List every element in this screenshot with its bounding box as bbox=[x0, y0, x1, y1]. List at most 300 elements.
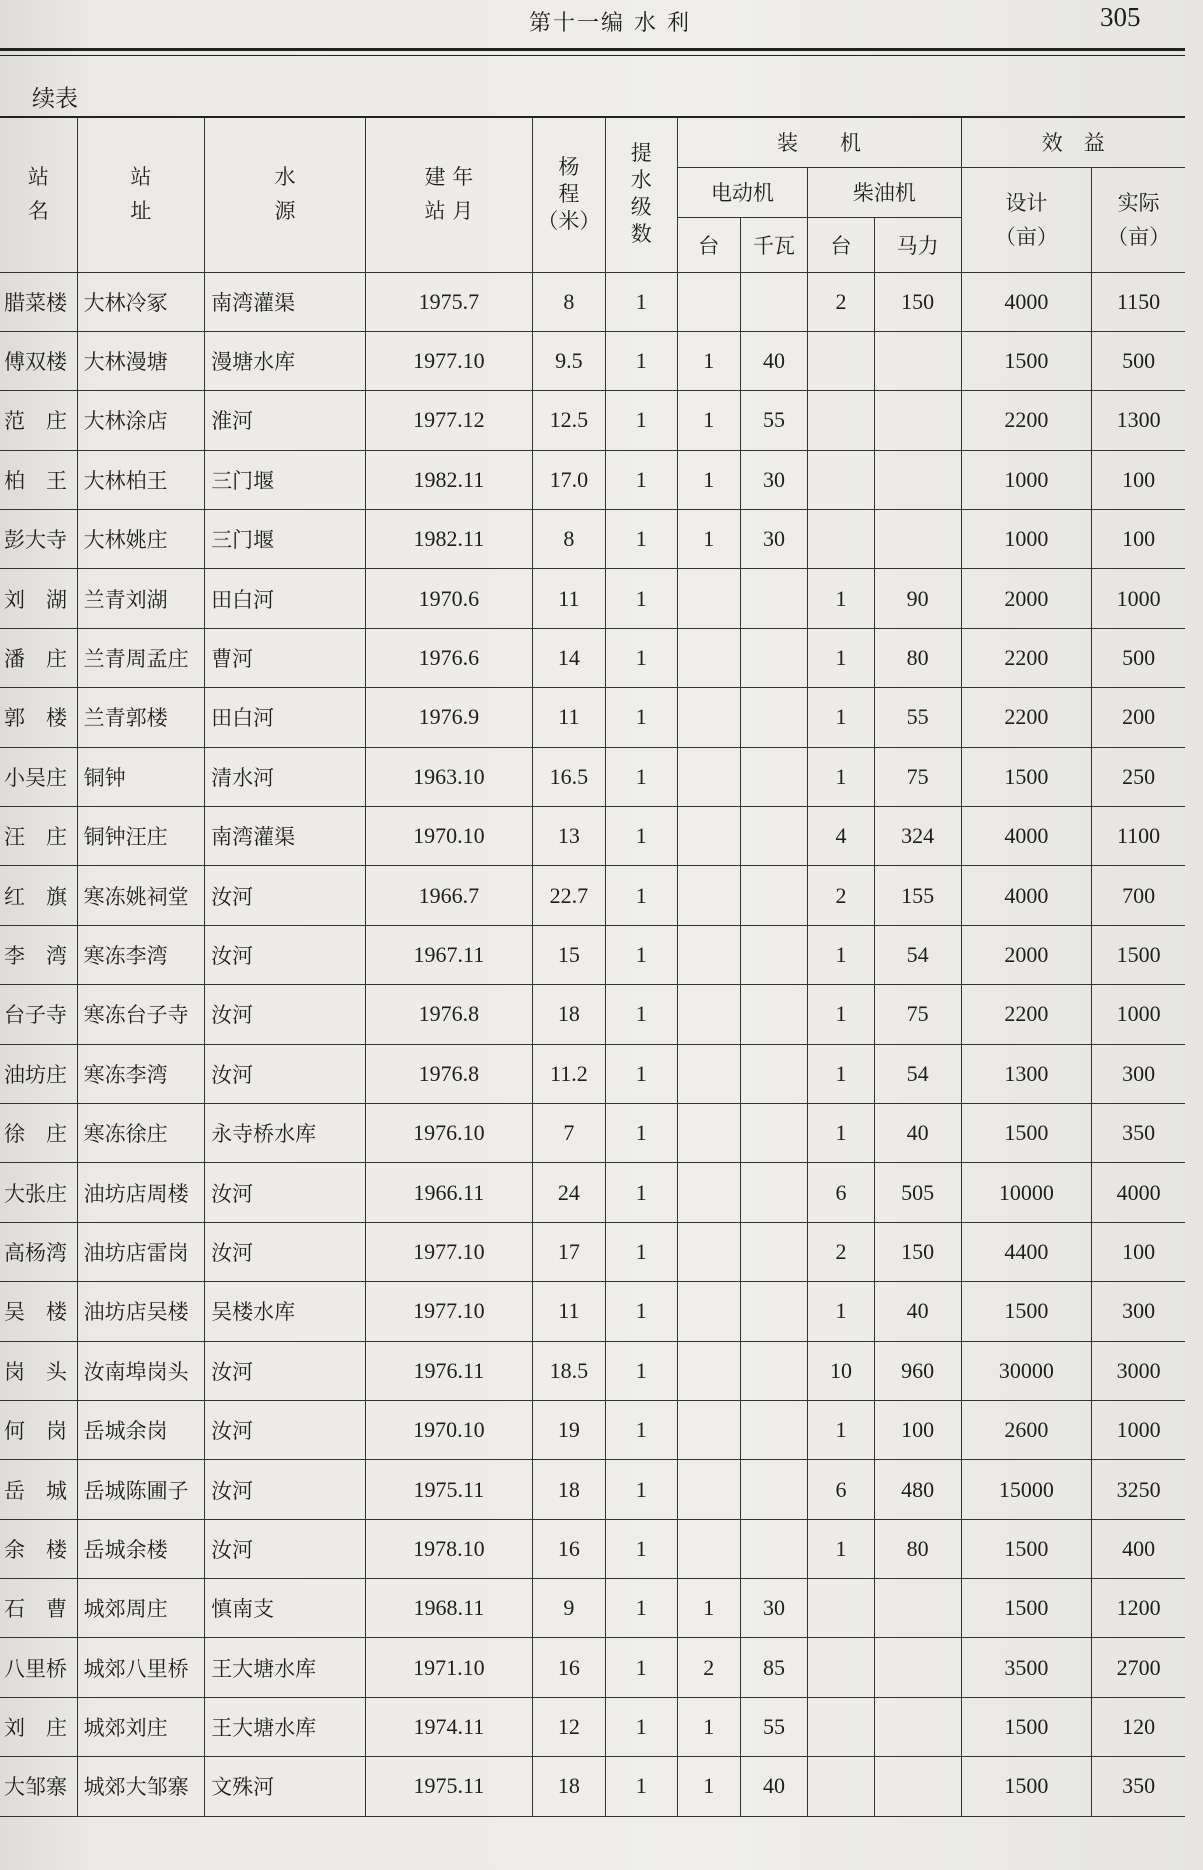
design-area-cell: 2200 bbox=[961, 391, 1092, 450]
electric-units-cell: 1 bbox=[677, 1757, 740, 1816]
station-site-cell: 城郊大邹寨 bbox=[77, 1757, 204, 1816]
stages-cell: 1 bbox=[605, 272, 677, 331]
table-row bbox=[0, 1044, 1185, 1103]
actual-area-cell: 300 bbox=[1092, 1044, 1185, 1103]
station-name-cell: 柏 王 bbox=[0, 450, 77, 509]
actual-area-cell: 250 bbox=[1092, 747, 1185, 806]
table-row bbox=[0, 807, 1185, 866]
actual-area-cell: 1000 bbox=[1092, 569, 1185, 628]
horsepower-cell: 54 bbox=[874, 925, 961, 984]
build-date-cell: 1970.10 bbox=[365, 807, 532, 866]
table-row bbox=[0, 1400, 1185, 1459]
pumping-station-table bbox=[0, 117, 1185, 1817]
kilowatt-cell bbox=[740, 569, 808, 628]
lift-cell: 22.7 bbox=[532, 866, 605, 925]
water-source-cell: 淮河 bbox=[205, 391, 366, 450]
header-rule-thin bbox=[0, 55, 1185, 56]
station-name-cell: 徐 庄 bbox=[0, 1103, 77, 1162]
water-source-cell: 永寺桥水库 bbox=[205, 1103, 366, 1162]
water-source-cell: 汝河 bbox=[205, 1163, 366, 1222]
stages-cell: 1 bbox=[605, 1400, 677, 1459]
electric-units-cell: 1 bbox=[677, 510, 740, 569]
design-area-cell: 2200 bbox=[961, 688, 1092, 747]
design-area-cell: 2600 bbox=[961, 1400, 1092, 1459]
stages-cell: 1 bbox=[605, 1044, 677, 1103]
kilowatt-cell bbox=[740, 1044, 808, 1103]
station-name-cell: 台子寺 bbox=[0, 985, 77, 1044]
station-name-cell: 李 湾 bbox=[0, 925, 77, 984]
horsepower-cell: 155 bbox=[874, 866, 961, 925]
kilowatt-cell bbox=[740, 688, 808, 747]
station-name-cell: 岳 城 bbox=[0, 1460, 77, 1519]
horsepower-cell bbox=[874, 450, 961, 509]
actual-area-cell: 1150 bbox=[1092, 272, 1185, 331]
design-area-cell: 4000 bbox=[961, 272, 1092, 331]
build-date-cell: 1977.10 bbox=[365, 1222, 532, 1281]
build-date-cell: 1976.11 bbox=[365, 1341, 532, 1400]
horsepower-cell bbox=[874, 1638, 961, 1697]
header-rule-thick bbox=[0, 48, 1185, 51]
electric-units-cell bbox=[677, 925, 740, 984]
header-station-name: 站 名 bbox=[0, 117, 77, 272]
station-name-cell: 何 岗 bbox=[0, 1400, 77, 1459]
table-row bbox=[0, 1697, 1185, 1756]
table-row bbox=[0, 925, 1185, 984]
electric-units-cell: 1 bbox=[677, 331, 740, 390]
electric-units-cell: 1 bbox=[677, 1579, 740, 1638]
build-date-cell: 1967.11 bbox=[365, 925, 532, 984]
stages-cell: 1 bbox=[605, 925, 677, 984]
station-site-cell: 岳城余楼 bbox=[77, 1519, 204, 1578]
stages-cell: 1 bbox=[605, 688, 677, 747]
build-date-cell: 1982.11 bbox=[365, 450, 532, 509]
water-source-cell: 汝河 bbox=[205, 1400, 366, 1459]
actual-area-cell: 100 bbox=[1092, 510, 1185, 569]
diesel-units-cell: 6 bbox=[808, 1163, 874, 1222]
lift-cell: 14 bbox=[532, 628, 605, 687]
lift-cell: 18.5 bbox=[532, 1341, 605, 1400]
electric-units-cell bbox=[677, 747, 740, 806]
table-row bbox=[0, 747, 1185, 806]
build-date-cell: 1975.11 bbox=[365, 1460, 532, 1519]
water-source-cell: 汝河 bbox=[205, 866, 366, 925]
station-site-cell: 寒冻徐庄 bbox=[77, 1103, 204, 1162]
table-row bbox=[0, 1579, 1185, 1638]
table-row bbox=[0, 1757, 1185, 1816]
water-source-cell: 汝河 bbox=[205, 1460, 366, 1519]
diesel-units-cell: 1 bbox=[808, 985, 874, 1044]
stages-cell: 1 bbox=[605, 1460, 677, 1519]
design-area-cell: 1500 bbox=[961, 1519, 1092, 1578]
horsepower-cell: 40 bbox=[874, 1103, 961, 1162]
water-source-cell: 吴楼水库 bbox=[205, 1282, 366, 1341]
diesel-units-cell bbox=[808, 1638, 874, 1697]
stages-cell: 1 bbox=[605, 1282, 677, 1341]
station-site-cell: 大林漫塘 bbox=[77, 331, 204, 390]
lift-cell: 15 bbox=[532, 925, 605, 984]
water-source-cell: 王大塘水库 bbox=[205, 1697, 366, 1756]
lift-cell: 17 bbox=[532, 1222, 605, 1281]
table-row bbox=[0, 331, 1185, 390]
actual-area-cell: 350 bbox=[1092, 1757, 1185, 1816]
table-row bbox=[0, 1460, 1185, 1519]
kilowatt-cell: 30 bbox=[740, 510, 808, 569]
table-row bbox=[0, 866, 1185, 925]
station-name-cell: 余 楼 bbox=[0, 1519, 77, 1578]
kilowatt-cell: 55 bbox=[740, 1697, 808, 1756]
station-name-cell: 八里桥 bbox=[0, 1638, 77, 1697]
station-site-cell: 油坊店吴楼 bbox=[77, 1282, 204, 1341]
electric-units-cell bbox=[677, 1163, 740, 1222]
table-row bbox=[0, 1103, 1185, 1162]
header-benefit: 效 益 bbox=[961, 117, 1185, 167]
actual-area-cell: 700 bbox=[1092, 866, 1185, 925]
water-source-cell: 漫塘水库 bbox=[205, 331, 366, 390]
station-name-cell: 刘 湖 bbox=[0, 569, 77, 628]
water-source-cell: 南湾灌渠 bbox=[205, 807, 366, 866]
continued-table-label: 续表 bbox=[32, 86, 78, 112]
build-date-cell: 1975.7 bbox=[365, 272, 532, 331]
kilowatt-cell: 30 bbox=[740, 450, 808, 509]
table-row bbox=[0, 628, 1185, 687]
design-area-cell: 2200 bbox=[961, 628, 1092, 687]
actual-area-cell: 1100 bbox=[1092, 807, 1185, 866]
diesel-units-cell bbox=[808, 331, 874, 390]
diesel-units-cell: 1 bbox=[808, 1103, 874, 1162]
build-date-cell: 1982.11 bbox=[365, 510, 532, 569]
actual-area-cell: 500 bbox=[1092, 331, 1185, 390]
horsepower-cell bbox=[874, 1757, 961, 1816]
actual-area-cell: 350 bbox=[1092, 1103, 1185, 1162]
running-header-title: 第十一编 水 利 bbox=[529, 11, 691, 36]
actual-area-cell: 3250 bbox=[1092, 1460, 1185, 1519]
station-site-cell: 寒冻台子寺 bbox=[77, 985, 204, 1044]
design-area-cell: 1500 bbox=[961, 1697, 1092, 1756]
table-row bbox=[0, 450, 1185, 509]
horsepower-cell: 75 bbox=[874, 747, 961, 806]
build-date-cell: 1966.11 bbox=[365, 1163, 532, 1222]
stages-cell: 1 bbox=[605, 747, 677, 806]
kilowatt-cell bbox=[740, 1222, 808, 1281]
build-date-cell: 1975.11 bbox=[365, 1757, 532, 1816]
stages-cell: 1 bbox=[605, 1163, 677, 1222]
actual-area-cell: 300 bbox=[1092, 1282, 1185, 1341]
diesel-units-cell: 2 bbox=[808, 1222, 874, 1281]
stages-cell: 1 bbox=[605, 510, 677, 569]
lift-cell: 24 bbox=[532, 1163, 605, 1222]
electric-units-cell bbox=[677, 569, 740, 628]
electric-units-cell: 2 bbox=[677, 1638, 740, 1697]
lift-cell: 12.5 bbox=[532, 391, 605, 450]
stages-cell: 1 bbox=[605, 1222, 677, 1281]
horsepower-cell: 55 bbox=[874, 688, 961, 747]
station-site-cell: 大林姚庄 bbox=[77, 510, 204, 569]
horsepower-cell: 80 bbox=[874, 1519, 961, 1578]
diesel-units-cell bbox=[808, 391, 874, 450]
water-source-cell: 田白河 bbox=[205, 569, 366, 628]
actual-area-cell: 100 bbox=[1092, 1222, 1185, 1281]
stages-cell: 1 bbox=[605, 985, 677, 1044]
header-design-area: 设计 （亩） bbox=[961, 167, 1092, 272]
horsepower-cell: 90 bbox=[874, 569, 961, 628]
lift-cell: 8 bbox=[532, 272, 605, 331]
table-row bbox=[0, 985, 1185, 1044]
kilowatt-cell bbox=[740, 866, 808, 925]
build-date-cell: 1974.11 bbox=[365, 1697, 532, 1756]
header-stages: 提 水 级 数 bbox=[605, 117, 677, 272]
diesel-units-cell: 6 bbox=[808, 1460, 874, 1519]
electric-units-cell bbox=[677, 807, 740, 866]
kilowatt-cell bbox=[740, 1519, 808, 1578]
kilowatt-cell: 40 bbox=[740, 331, 808, 390]
header-electric-units: 台 bbox=[677, 217, 740, 272]
station-name-cell: 石 曹 bbox=[0, 1579, 77, 1638]
build-date-cell: 1976.8 bbox=[365, 985, 532, 1044]
diesel-units-cell bbox=[808, 1697, 874, 1756]
electric-units-cell bbox=[677, 1103, 740, 1162]
diesel-units-cell: 1 bbox=[808, 1400, 874, 1459]
design-area-cell: 1500 bbox=[961, 1579, 1092, 1638]
station-site-cell: 铜钟 bbox=[77, 747, 204, 806]
station-name-cell: 彭大寺 bbox=[0, 510, 77, 569]
kilowatt-cell bbox=[740, 1341, 808, 1400]
stages-cell: 1 bbox=[605, 1103, 677, 1162]
electric-units-cell bbox=[677, 628, 740, 687]
design-area-cell: 1500 bbox=[961, 1103, 1092, 1162]
diesel-units-cell: 1 bbox=[808, 569, 874, 628]
actual-area-cell: 1200 bbox=[1092, 1579, 1185, 1638]
electric-units-cell bbox=[677, 688, 740, 747]
page-number: 305 bbox=[1100, 2, 1141, 32]
kilowatt-cell: 40 bbox=[740, 1757, 808, 1816]
horsepower-cell: 75 bbox=[874, 985, 961, 1044]
horsepower-cell: 505 bbox=[874, 1163, 961, 1222]
station-name-cell: 腊菜楼 bbox=[0, 272, 77, 331]
build-date-cell: 1977.12 bbox=[365, 391, 532, 450]
actual-area-cell: 4000 bbox=[1092, 1163, 1185, 1222]
station-site-cell: 寒冻李湾 bbox=[77, 1044, 204, 1103]
station-site-cell: 岳城余岗 bbox=[77, 1400, 204, 1459]
water-source-cell: 三门堰 bbox=[205, 450, 366, 509]
kilowatt-cell bbox=[740, 272, 808, 331]
header-build-date: 建 年 站 月 bbox=[365, 117, 532, 272]
station-name-cell: 汪 庄 bbox=[0, 807, 77, 866]
water-source-cell: 三门堰 bbox=[205, 510, 366, 569]
kilowatt-cell bbox=[740, 1282, 808, 1341]
diesel-units-cell: 4 bbox=[808, 807, 874, 866]
horsepower-cell bbox=[874, 391, 961, 450]
build-date-cell: 1963.10 bbox=[365, 747, 532, 806]
stages-cell: 1 bbox=[605, 450, 677, 509]
diesel-units-cell: 2 bbox=[808, 272, 874, 331]
design-area-cell: 2000 bbox=[961, 569, 1092, 628]
actual-area-cell: 1000 bbox=[1092, 985, 1185, 1044]
diesel-units-cell: 1 bbox=[808, 1282, 874, 1341]
diesel-units-cell: 10 bbox=[808, 1341, 874, 1400]
water-source-cell: 汝河 bbox=[205, 1222, 366, 1281]
electric-units-cell: 1 bbox=[677, 450, 740, 509]
water-source-cell: 汝河 bbox=[205, 985, 366, 1044]
table-row bbox=[0, 510, 1185, 569]
station-name-cell: 油坊庄 bbox=[0, 1044, 77, 1103]
electric-units-cell bbox=[677, 985, 740, 1044]
stages-cell: 1 bbox=[605, 866, 677, 925]
electric-units-cell bbox=[677, 1282, 740, 1341]
kilowatt-cell bbox=[740, 1400, 808, 1459]
horsepower-cell bbox=[874, 1579, 961, 1638]
header-diesel-units: 台 bbox=[808, 217, 874, 272]
build-date-cell: 1968.11 bbox=[365, 1579, 532, 1638]
station-site-cell: 铜钟汪庄 bbox=[77, 807, 204, 866]
build-date-cell: 1971.10 bbox=[365, 1638, 532, 1697]
header-horsepower: 马力 bbox=[874, 217, 961, 272]
lift-cell: 11 bbox=[532, 1282, 605, 1341]
station-name-cell: 小吴庄 bbox=[0, 747, 77, 806]
build-date-cell: 1978.10 bbox=[365, 1519, 532, 1578]
kilowatt-cell bbox=[740, 628, 808, 687]
electric-units-cell bbox=[677, 1222, 740, 1281]
lift-cell: 11 bbox=[532, 569, 605, 628]
design-area-cell: 2200 bbox=[961, 985, 1092, 1044]
lift-cell: 18 bbox=[532, 985, 605, 1044]
table-row bbox=[0, 1519, 1185, 1578]
build-date-cell: 1970.10 bbox=[365, 1400, 532, 1459]
lift-cell: 11 bbox=[532, 688, 605, 747]
lift-cell: 9.5 bbox=[532, 331, 605, 390]
kilowatt-cell: 30 bbox=[740, 1579, 808, 1638]
diesel-units-cell: 2 bbox=[808, 866, 874, 925]
table-row bbox=[0, 391, 1185, 450]
station-site-cell: 兰青周孟庄 bbox=[77, 628, 204, 687]
diesel-units-cell: 1 bbox=[808, 925, 874, 984]
design-area-cell: 10000 bbox=[961, 1163, 1092, 1222]
station-site-cell: 兰青刘湖 bbox=[77, 569, 204, 628]
lift-cell: 18 bbox=[532, 1757, 605, 1816]
actual-area-cell: 100 bbox=[1092, 450, 1185, 509]
station-name-cell: 郭 楼 bbox=[0, 688, 77, 747]
lift-cell: 13 bbox=[532, 807, 605, 866]
actual-area-cell: 120 bbox=[1092, 1697, 1185, 1756]
station-name-cell: 大张庄 bbox=[0, 1163, 77, 1222]
water-source-cell: 王大塘水库 bbox=[205, 1638, 366, 1697]
horsepower-cell: 480 bbox=[874, 1460, 961, 1519]
station-name-cell: 大邹寨 bbox=[0, 1757, 77, 1816]
table-row bbox=[0, 569, 1185, 628]
electric-units-cell bbox=[677, 1519, 740, 1578]
design-area-cell: 30000 bbox=[961, 1341, 1092, 1400]
horsepower-cell bbox=[874, 331, 961, 390]
lift-cell: 9 bbox=[532, 1579, 605, 1638]
station-site-cell: 兰青郭楼 bbox=[77, 688, 204, 747]
horsepower-cell: 80 bbox=[874, 628, 961, 687]
actual-area-cell: 1000 bbox=[1092, 1400, 1185, 1459]
stages-cell: 1 bbox=[605, 1519, 677, 1578]
header-station-site: 站 址 bbox=[77, 117, 204, 272]
actual-area-cell: 2700 bbox=[1092, 1638, 1185, 1697]
water-source-cell: 文殊河 bbox=[205, 1757, 366, 1816]
station-site-cell: 城郊八里桥 bbox=[77, 1638, 204, 1697]
lift-cell: 7 bbox=[532, 1103, 605, 1162]
design-area-cell: 1000 bbox=[961, 510, 1092, 569]
design-area-cell: 3500 bbox=[961, 1638, 1092, 1697]
design-area-cell: 1500 bbox=[961, 1757, 1092, 1816]
actual-area-cell: 1300 bbox=[1092, 391, 1185, 450]
header-actual-area: 实际 （亩） bbox=[1092, 167, 1185, 272]
water-source-cell: 田白河 bbox=[205, 688, 366, 747]
lift-cell: 8 bbox=[532, 510, 605, 569]
water-source-cell: 汝河 bbox=[205, 1044, 366, 1103]
design-area-cell: 2000 bbox=[961, 925, 1092, 984]
lift-cell: 18 bbox=[532, 1460, 605, 1519]
station-name-cell: 傅双楼 bbox=[0, 331, 77, 390]
build-date-cell: 1966.7 bbox=[365, 866, 532, 925]
build-date-cell: 1976.6 bbox=[365, 628, 532, 687]
header-kilowatt: 千瓦 bbox=[740, 217, 808, 272]
kilowatt-cell bbox=[740, 807, 808, 866]
lift-cell: 16.5 bbox=[532, 747, 605, 806]
station-site-cell: 大林柏王 bbox=[77, 450, 204, 509]
build-date-cell: 1976.8 bbox=[365, 1044, 532, 1103]
electric-units-cell: 1 bbox=[677, 1697, 740, 1756]
actual-area-cell: 3000 bbox=[1092, 1341, 1185, 1400]
station-site-cell: 城郊刘庄 bbox=[77, 1697, 204, 1756]
header-water-source: 水 源 bbox=[205, 117, 366, 272]
table-row bbox=[0, 1341, 1185, 1400]
design-area-cell: 4400 bbox=[961, 1222, 1092, 1281]
lift-cell: 12 bbox=[532, 1697, 605, 1756]
station-site-cell: 汝南埠岗头 bbox=[77, 1341, 204, 1400]
diesel-units-cell: 1 bbox=[808, 1044, 874, 1103]
table-row bbox=[0, 1163, 1185, 1222]
actual-area-cell: 400 bbox=[1092, 1519, 1185, 1578]
diesel-units-cell bbox=[808, 1579, 874, 1638]
station-name-cell: 吴 楼 bbox=[0, 1282, 77, 1341]
electric-units-cell bbox=[677, 1400, 740, 1459]
kilowatt-cell bbox=[740, 925, 808, 984]
actual-area-cell: 1500 bbox=[1092, 925, 1185, 984]
water-source-cell: 汝河 bbox=[205, 1341, 366, 1400]
kilowatt-cell bbox=[740, 1460, 808, 1519]
stages-cell: 1 bbox=[605, 1757, 677, 1816]
stages-cell: 1 bbox=[605, 1579, 677, 1638]
station-name-cell: 潘 庄 bbox=[0, 628, 77, 687]
design-area-cell: 1500 bbox=[961, 331, 1092, 390]
header-equipment: 装 机 bbox=[677, 117, 961, 167]
horsepower-cell bbox=[874, 1697, 961, 1756]
stages-cell: 1 bbox=[605, 807, 677, 866]
lift-cell: 17.0 bbox=[532, 450, 605, 509]
water-source-cell: 慎南支 bbox=[205, 1579, 366, 1638]
kilowatt-cell: 55 bbox=[740, 391, 808, 450]
kilowatt-cell bbox=[740, 1103, 808, 1162]
lift-cell: 19 bbox=[532, 1400, 605, 1459]
horsepower-cell: 40 bbox=[874, 1282, 961, 1341]
design-area-cell: 1300 bbox=[961, 1044, 1092, 1103]
lift-cell: 16 bbox=[532, 1519, 605, 1578]
kilowatt-cell bbox=[740, 747, 808, 806]
station-site-cell: 大林涂店 bbox=[77, 391, 204, 450]
build-date-cell: 1976.9 bbox=[365, 688, 532, 747]
stages-cell: 1 bbox=[605, 628, 677, 687]
station-site-cell: 城郊周庄 bbox=[77, 1579, 204, 1638]
horsepower-cell: 150 bbox=[874, 1222, 961, 1281]
diesel-units-cell bbox=[808, 510, 874, 569]
diesel-units-cell bbox=[808, 1757, 874, 1816]
build-date-cell: 1970.6 bbox=[365, 569, 532, 628]
electric-units-cell bbox=[677, 866, 740, 925]
station-site-cell: 寒冻李湾 bbox=[77, 925, 204, 984]
horsepower-cell bbox=[874, 510, 961, 569]
